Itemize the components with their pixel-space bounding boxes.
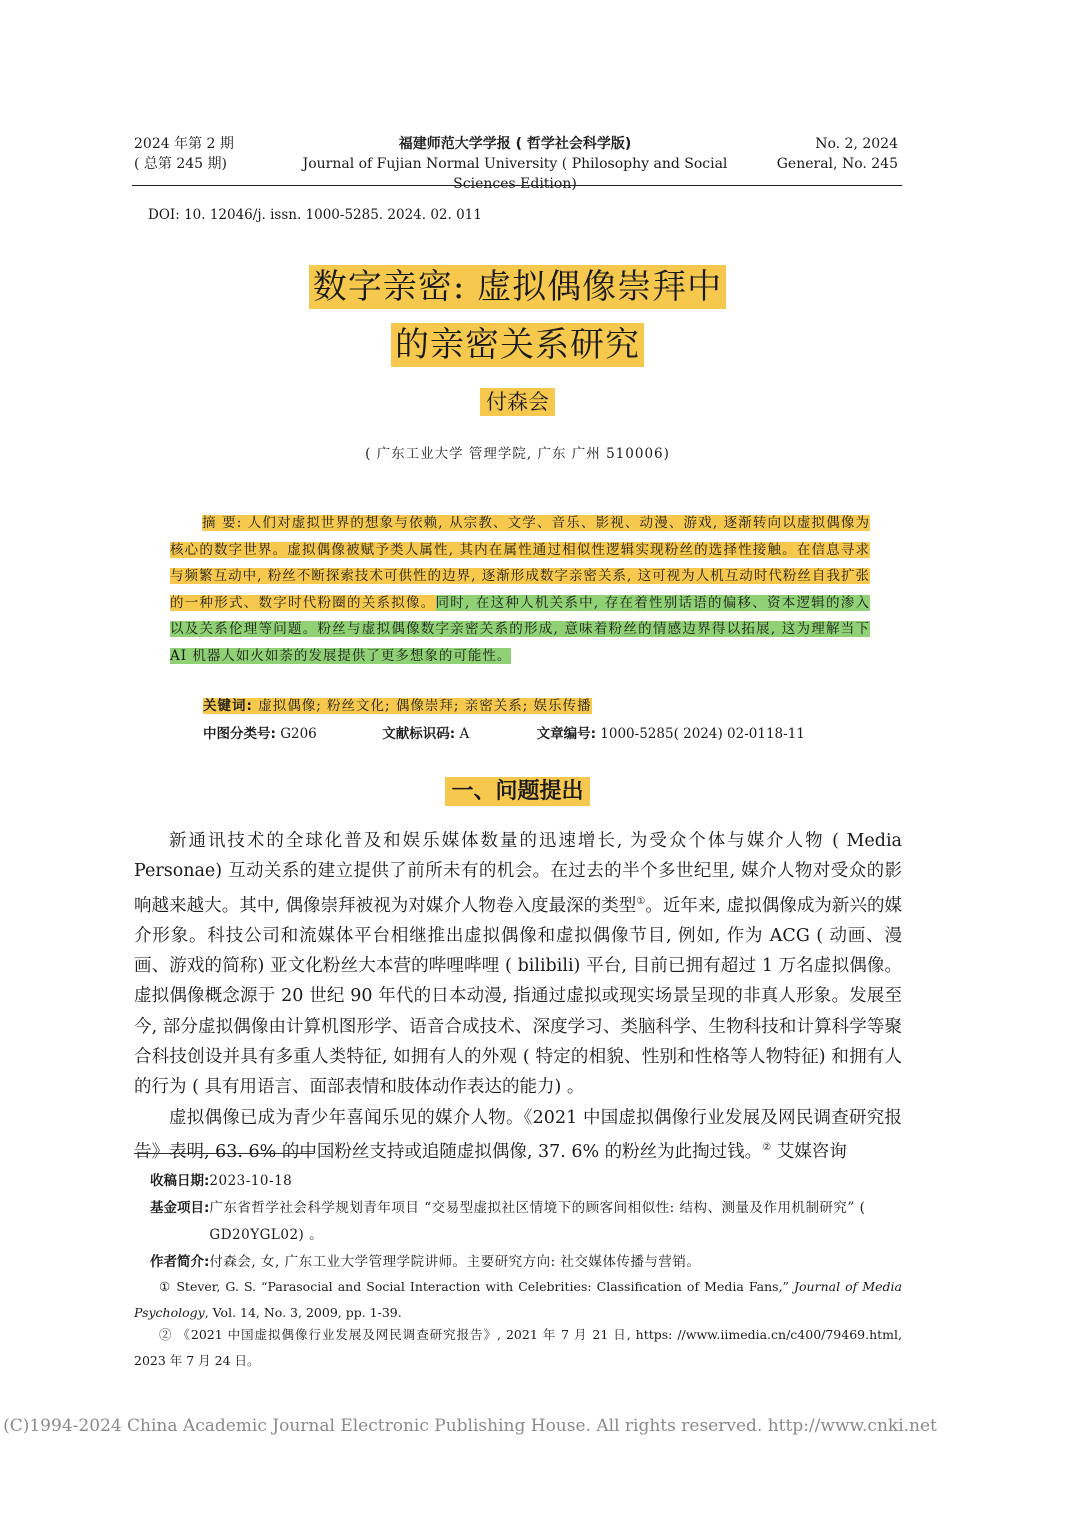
keywords-label: 关键词: xyxy=(203,698,253,714)
journal-issue xyxy=(134,134,234,174)
doi[interactable]: DOI: 10. 12046/j. issn. 1000-5285. 2024. 02. 011 xyxy=(148,207,482,223)
article-no-label: 文章编号: xyxy=(536,726,596,742)
fund-info xyxy=(150,1195,902,1249)
received-value: 2023-10-18 xyxy=(209,1173,293,1189)
author-bio xyxy=(150,1249,902,1276)
footnote-1-mark: ① xyxy=(159,1279,172,1294)
copyright-footer: (C)1994-2024 China Academic Journal Electronic Publishing House. All rights reserved. http://www.cnki.net xyxy=(3,1416,937,1436)
keywords-text: 虚拟偶像; 粉丝文化; 偶像崇拜; 亲密关系; 娱乐传播 xyxy=(252,698,592,714)
keywords xyxy=(203,694,592,714)
fund-value: 广东省哲学社会科学规划青年项目 “交易型虚拟社区情境下的顾客间相似性: 结构、测量及作用机制研究” ( GD20YGL02) 。 xyxy=(209,1200,866,1243)
abstract xyxy=(170,510,870,669)
footnote-2-mark: ② xyxy=(159,1327,173,1342)
footnote-rule xyxy=(134,1153,314,1154)
bio-value: 付森会, 女, 广东工业大学管理学院讲师。主要研究方向: 社交媒体传播与营销。 xyxy=(209,1254,701,1270)
issue-total: ( 总第 245 期) xyxy=(134,156,227,172)
journal-issue-en xyxy=(777,134,898,174)
footnote-2-text: 《2021 中国虚拟偶像行业发展及网民调查研究报告》, 2021 年 7 月 21 日, https: //www.iimedia.cn/c400/79469.html, 2023 年 7 月 24 日。 xyxy=(134,1327,902,1368)
issue-number: 2024 年第 2 期 xyxy=(134,136,234,152)
issue-total-en: General, No. 245 xyxy=(776,156,898,172)
footnote-1-text: Stever, G. S. “Parasocial and Social Interaction with Celebrities: Classification of Media Fans,” xyxy=(171,1279,795,1294)
footnote-ref-2[interactable]: ② xyxy=(762,1141,772,1153)
footnote-1-journal: Journal of Media Psychology xyxy=(134,1279,902,1320)
doc-code-value: A xyxy=(455,726,470,742)
bio-label: 作者简介: xyxy=(150,1254,210,1270)
paragraph-text: 艾媒咨询 xyxy=(771,1141,847,1162)
abstract-part-2: 同时, 在这种人机关系中, 存在着性别话语的偏移、资本逻辑的渗入以及关系伦理等问题。粉丝与虚拟偶像数字亲密关系的形成, 意味着粉丝的情感边界得以拓展, 这为理解当下 AI 机器人如火如荼的发展提供了更多想象的可能性。 xyxy=(170,594,870,664)
paragraph-text: 。近年来, 虚拟偶像成为新兴的媒介形象。科技公司和流媒体平台相继推出虚拟偶像和虚拟偶像节目, 例如, 作为 ACG ( 动画、漫画、游戏的简称) 亚文化粉丝大本营的哔哩哔哩 ( bilibili) 平台, 目前已拥有超过 1 万名虚拟偶像。虚拟偶像概念源于 20 世纪 90 年代的日本动漫, 指通过虚拟或现实场景呈现的非真人形象。发展至今, 部分虚拟偶像由计算机图形学、语音合成技术、深度学习、类脑科学、生物科技和计算科学等聚合科技创设并具有多重人类特征, 如拥有人的外观 ( 特定的相貌、性别和性格等人物特征) 和拥有人的行为 ( 具有用语言、面部表情和肢体动作表达的能力) 。 xyxy=(134,895,903,1098)
section-title: 一、问题提出 xyxy=(445,777,589,806)
affiliation: ( 广东工业大学 管理学院, 广东 广州 510006) xyxy=(365,446,670,462)
received-date xyxy=(150,1168,902,1195)
fund-label: 基金项目: xyxy=(150,1200,210,1216)
title-line-1: 数字亲密: 虚拟偶像崇拜中 xyxy=(309,265,726,309)
header-rule xyxy=(132,185,902,186)
abstract-label: 摘 要: xyxy=(202,515,243,531)
journal-name-cn: 福建师范大学学报 ( 哲学社会科学版) xyxy=(398,136,632,152)
paragraph-text: 虚拟偶像已成为青少年喜闻乐见的媒介人物。《2021 中国虚拟偶像行业发展及网民调查研究报告》表明, 63. 6% 的中国粉丝支持或追随虚拟偶像, 37. 6% 的粉丝为此掏过钱。 xyxy=(134,1107,902,1162)
article-meta xyxy=(150,1168,902,1276)
paragraph xyxy=(134,1103,902,1167)
footnote-1-tail: , Vol. 14, No. 3, 2009, pp. 1-39. xyxy=(204,1305,402,1320)
journal-name-en: Journal of Fujian Normal University ( Philosophy and Social Sciences Edition) xyxy=(302,156,728,192)
title-line-2: 的亲密关系研究 xyxy=(391,323,644,367)
doc-code-label: 文献标识码: xyxy=(382,726,456,742)
footnote-1 xyxy=(134,1274,902,1326)
article-no-value: 1000-5285( 2024) 02-0118-11 xyxy=(596,726,805,742)
abstract-part-1: 人们对虚拟世界的想象与依赖, 从宗教、文学、音乐、影视、动漫、游戏, 逐渐转向以虚拟偶像为核心的数字世界。虚拟偶像被赋予类人属性, 其内在属性通过相似性逻辑实现粉丝的选择性接触。在信息寻求与频繁互动中, 粉丝不断探索技术可供性的边界, 逐渐形成数字亲密关系, 这可视为人机互动时代粉丝自我扩张的一种形式、数字时代粉圈的关系拟像。 xyxy=(170,515,870,611)
body-text xyxy=(134,826,902,1167)
paragraph xyxy=(134,826,902,1103)
section-heading xyxy=(0,774,1035,805)
classification xyxy=(203,722,863,742)
clc-label: 中图分类号: xyxy=(203,726,276,742)
paragraph-text: 新通讯技术的全球化普及和娱乐媒体数量的迅速增长, 为受众个体与媒介人物 ( Media Personae) 互动关系的建立提供了前所未有的机会。在过去的半个多世纪里, 媒介人物对受众的影响越来越大。其中, 偶像崇拜被视为对媒介人物卷入度最深的类型 xyxy=(134,831,902,916)
issue-number-en: No. 2, 2024 xyxy=(815,136,898,152)
footnote-ref-1[interactable]: ① xyxy=(636,895,646,907)
article-title xyxy=(0,258,1035,374)
author-name: 付森会 xyxy=(480,388,555,416)
received-label: 收稿日期: xyxy=(150,1173,210,1189)
author xyxy=(0,386,1035,416)
footnote-2 xyxy=(134,1322,902,1374)
clc-value: G206 xyxy=(275,726,317,742)
